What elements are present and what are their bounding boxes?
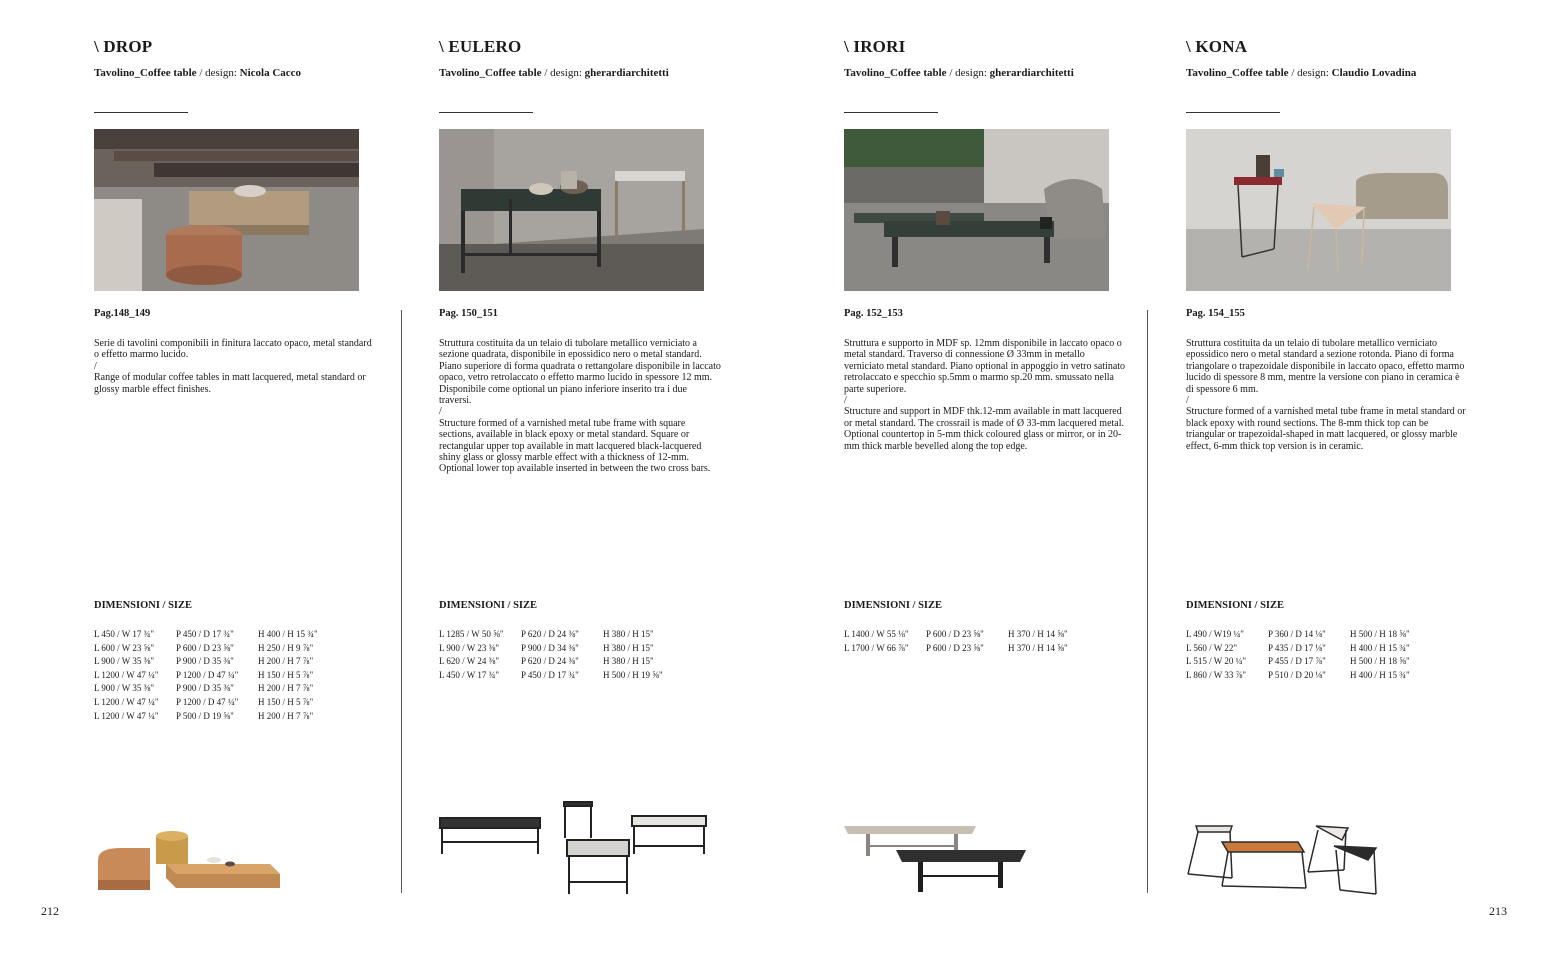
product-photo-eulero <box>439 129 704 291</box>
product-subtitle <box>94 67 301 79</box>
dimensions-table <box>439 628 685 682</box>
dim-height: H 500 / H 18 ⅝" <box>1350 629 1410 639</box>
product-photo-kona <box>1186 129 1451 291</box>
dim-depth: P 600 / D 23 ⅝" <box>926 642 984 653</box>
dim-length: L 1285 / W 50 ⅝" <box>439 629 504 639</box>
product-subtitle <box>1186 67 1416 79</box>
dim-length: L 1700 / W 66 ⅞" <box>844 642 909 653</box>
irori-room-photo <box>844 129 1109 291</box>
kona-tables-illustration <box>1172 808 1392 908</box>
design-label: / design: <box>1288 67 1332 79</box>
dim-height: H 400 / H 15 ¾" <box>258 629 318 639</box>
description-separator: / <box>1186 395 1189 407</box>
product-type: Tavolino_Coffee table <box>1186 67 1289 79</box>
designer-name: gherardiarchitetti <box>989 67 1074 79</box>
dim-height: H 380 / H 15" <box>603 656 654 667</box>
dim-length: L 900 / W 35 ⅜" <box>94 656 155 667</box>
drop-room-photo <box>94 129 359 291</box>
description-english: Range of modular coffee tables in matt lacquered, metal standard or glossy marble effect finishes. <box>94 372 366 395</box>
design-label: / design: <box>541 67 585 79</box>
page-number-right: 213 <box>1489 904 1507 918</box>
catalog-page-ref: Pag. 152_153 <box>844 308 903 319</box>
catalog-page-ref: Pag. 150_151 <box>439 308 498 319</box>
dim-height: H 200 / H 7 ⅞" <box>258 683 314 694</box>
product-description <box>94 338 376 395</box>
dim-length: L 490 / W19 ¼" <box>1186 629 1244 639</box>
dim-depth: P 620 / D 24 ⅜" <box>521 656 579 667</box>
irori-tables-illustration <box>826 790 1050 916</box>
product-subtitle <box>844 67 1074 79</box>
column-divider-left <box>401 310 402 893</box>
dimension-row <box>439 669 685 683</box>
product-photo-irori <box>844 129 1109 291</box>
dim-length: L 450 / W 17 ¾" <box>94 629 155 639</box>
product-photo-drop <box>94 129 359 291</box>
dimension-row <box>1186 655 1432 669</box>
description-separator: / <box>439 406 442 418</box>
product-type: Tavolino_Coffee table <box>439 67 542 79</box>
product-title: \ IRORI <box>844 37 906 56</box>
dim-length: L 1400 / W 55 ⅛" <box>844 629 909 639</box>
dim-height: H 370 / H 14 ⅝" <box>1008 642 1068 653</box>
drop-tables-illustration <box>80 818 290 918</box>
design-label: / design: <box>196 67 240 79</box>
dim-height: H 150 / H 5 ⅞" <box>258 696 314 707</box>
description-italian: Struttura e supporto in MDF sp. 12mm disponibile in laccato opaco o metal standard. Traverso di connessione Ø 33mm in metallo verniciato metal standard. Piano optional in appoggio in vetro satinato retrolaccato e specchio sp.5mm o marmo sp.20 mm. smussato nella parte superiore. <box>844 338 1126 395</box>
dim-length: L 560 / W 22" <box>1186 642 1238 653</box>
dim-length: L 1200 / W 47 ¼" <box>94 669 159 680</box>
description-italian: Serie di tavolini componibili in finitura laccato opaco, metal standard o effetto marmo lucido. <box>94 338 372 361</box>
dim-length: L 515 / W 20 ¼" <box>1186 656 1247 667</box>
dim-height: H 400 / H 15 ¾" <box>1350 669 1410 680</box>
dimension-row <box>439 642 685 656</box>
dimension-row <box>1186 642 1432 656</box>
dim-height: H 200 / H 7 ⅞" <box>258 656 314 667</box>
dim-length: L 1200 / W 47 ¼" <box>94 710 159 721</box>
dimension-row <box>439 655 685 669</box>
product-type: Tavolino_Coffee table <box>844 67 947 79</box>
dim-height: H 250 / H 9 ⅞" <box>258 642 314 653</box>
dim-depth: P 900 / D 34 ⅜" <box>521 642 579 653</box>
dimension-row <box>1186 628 1432 642</box>
dim-depth: P 1200 / D 47 ¼" <box>176 696 239 707</box>
dimensions-heading: DIMENSIONI / SIZE <box>844 600 943 611</box>
description-english: Structure formed of a varnished metal tube frame in metal standard or black epoxy with round sections. The 8-mm thick top can be triangular or trapezoidal-shaped in matt lacquered, or glossy marble effect, 6-mm thick top version is in ceramic. <box>1186 406 1466 452</box>
page-number-left: 212 <box>41 904 59 918</box>
dimension-row <box>1186 669 1432 683</box>
designer-name: gherardiarchitetti <box>584 67 669 79</box>
title-rule <box>844 112 938 113</box>
dim-height: H 150 / H 5 ⅞" <box>258 669 314 680</box>
catalog-page-ref: Pag.148_149 <box>94 308 151 319</box>
dim-height: H 500 / H 19 ⅝" <box>603 669 663 680</box>
dim-height: H 200 / H 7 ⅞" <box>258 710 314 721</box>
dim-length: L 620 / W 24 ⅜" <box>439 656 500 667</box>
design-label: / design: <box>946 67 990 79</box>
product-description <box>439 338 721 475</box>
product-column-drop <box>94 0 384 959</box>
dimensions-heading: DIMENSIONI / SIZE <box>94 600 193 611</box>
catalog-page-ref: Pag. 154_155 <box>1186 308 1245 319</box>
dim-height: H 370 / H 14 ⅝" <box>1008 629 1068 639</box>
title-rule <box>439 112 533 113</box>
product-title: \ KONA <box>1186 37 1248 56</box>
dimension-row <box>94 628 340 642</box>
dim-depth: P 1200 / D 47 ¼" <box>176 669 239 680</box>
description-separator: / <box>94 360 97 372</box>
description-english: Structure formed of a varnished metal tube frame with square sections, available in black epoxy or metal standard. Square or rectangular upper top available in matt lacquered black-lacquered shiny glass or glossy marble effect with a thickness of 12-mm. Optional lower top available inserted in between the two cross bars. <box>439 417 711 475</box>
dim-length: L 860 / W 33 ⅞" <box>1186 669 1247 680</box>
eulero-tables-illustration <box>424 786 718 914</box>
product-title: \ EULERO <box>439 37 522 56</box>
dim-depth: P 620 / D 24 ⅜" <box>521 629 579 639</box>
dimensions-table <box>844 628 1090 655</box>
dim-length: L 900 / W 23 ⅜" <box>439 642 500 653</box>
dim-height: H 500 / H 18 ⅝" <box>1350 656 1410 667</box>
dim-depth: P 500 / D 19 ⅝" <box>176 710 234 721</box>
dim-depth: P 600 / D 23 ⅝" <box>926 629 984 639</box>
product-title: \ DROP <box>94 37 153 56</box>
dimension-row <box>94 710 340 724</box>
dim-height: H 380 / H 15" <box>603 642 654 653</box>
designer-name: Claudio Lovadina <box>1331 67 1417 79</box>
dim-length: L 1200 / W 47 ¼" <box>94 696 159 707</box>
title-rule <box>1186 112 1280 113</box>
dimensions-table <box>1186 628 1432 682</box>
product-subtitle <box>439 67 669 79</box>
dimensions-table <box>94 628 340 723</box>
dimension-row <box>94 669 340 683</box>
dimension-row <box>844 628 1090 642</box>
eulero-room-photo <box>439 129 704 291</box>
description-italian: Struttura costituita da un telaio di tubolare metallico verniciato epossidico nero o metal standard a sezione rotonda. Piano di forma triangolare o trapezoidale disponibile in laccato opaco, effetto marmo lucido di spessore 8 mm, mentre la versione con piano in ceramica è di spessore 6 mm. <box>1186 338 1465 395</box>
dim-length: L 450 / W 17 ¾" <box>439 669 500 680</box>
dim-depth: P 900 / D 35 ⅜" <box>176 656 234 667</box>
dim-depth: P 450 / D 17 ¾" <box>521 669 579 680</box>
product-thumbnail-drop <box>80 818 290 918</box>
dim-depth: P 360 / D 14 ⅛" <box>1268 629 1326 639</box>
dimensions-heading: DIMENSIONI / SIZE <box>439 600 538 611</box>
dimensions-heading: DIMENSIONI / SIZE <box>1186 600 1285 611</box>
dimension-row <box>94 642 340 656</box>
kona-room-photo <box>1186 129 1451 291</box>
dimension-row <box>844 642 1090 656</box>
dimension-row <box>94 655 340 669</box>
dim-depth: P 900 / D 35 ⅜" <box>176 683 234 694</box>
designer-name: Nicola Cacco <box>239 67 302 79</box>
description-separator: / <box>844 395 847 407</box>
dim-length: L 600 / W 23 ⅝" <box>94 642 155 653</box>
dim-depth: P 435 / D 17 ⅛" <box>1268 642 1326 653</box>
dim-depth: P 455 / D 17 ⅞" <box>1268 656 1326 667</box>
product-type: Tavolino_Coffee table <box>94 67 197 79</box>
dim-depth: P 510 / D 20 ⅛" <box>1268 669 1326 680</box>
title-rule <box>94 112 188 113</box>
dim-height: H 380 / H 15" <box>603 629 654 639</box>
product-thumbnail-eulero <box>424 786 718 914</box>
dim-depth: P 600 / D 23 ⅝" <box>176 642 234 653</box>
product-description <box>1186 338 1468 452</box>
product-thumbnail-irori <box>826 790 1050 916</box>
product-thumbnail-kona <box>1172 808 1392 908</box>
dimension-row <box>94 682 340 696</box>
description-italian: Struttura costituita da un telaio di tubolare metallico verniciato a sezione quadrata, disponibile in epossidico nero o metal standard. Piano superiore di forma quadrata o rettangolare disponibile in laccato opaco, vetro retrolaccato o effetto marmo lucido in spessore 12 mm. Disponibile come optional un piano inferiore inserito tra i due traversi. <box>439 338 721 407</box>
dim-length: L 900 / W 35 ⅜" <box>94 683 155 694</box>
column-divider-right <box>1147 310 1148 893</box>
dim-height: H 400 / H 15 ¾" <box>1350 642 1410 653</box>
dim-depth: P 450 / D 17 ¾" <box>176 629 234 639</box>
product-description <box>844 338 1126 452</box>
dimension-row <box>439 628 685 642</box>
description-english: Structure and support in MDF thk.12-mm available in matt lacquered or metal standard. The crossrail is made of Ø 33-mm lacquered metal. Optional countertop in 5-mm thick coloured glass or mirror, or in 20-mm thick marble bevelled along the top edge. <box>844 406 1124 452</box>
dimension-row <box>94 696 340 710</box>
